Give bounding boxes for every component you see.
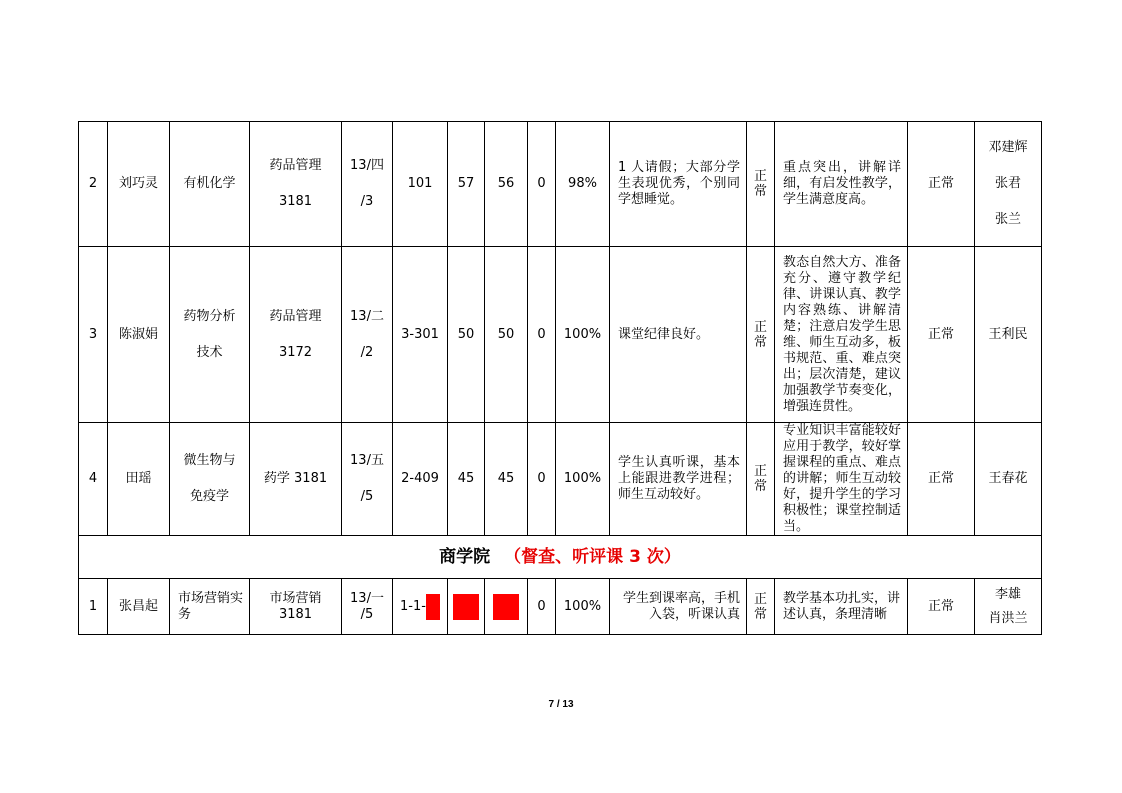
evaluator-name: 张君 xyxy=(994,176,1021,191)
student-status xyxy=(610,579,747,635)
week-line: 13/五 xyxy=(350,453,384,468)
absent-count-text: 0 xyxy=(537,471,546,486)
class-name xyxy=(250,579,342,635)
teacher-status-text: 正常 xyxy=(753,319,767,350)
teacher-name-text: 陈淑娟 xyxy=(118,326,158,342)
evaluator-name: 肖洪兰 xyxy=(988,610,1028,626)
student-status xyxy=(610,122,747,247)
row-number-text: 4 xyxy=(88,471,98,486)
student-status-text: 学生认真听课，基本上能跟进教学进程；师生互动较好。 xyxy=(618,455,740,502)
row-number xyxy=(79,247,108,423)
actual-count-text: 45 xyxy=(497,471,515,486)
teaching-status-text: 正常 xyxy=(927,598,954,614)
evaluation-text: 重点突出，讲解详细，有启发性教学，学生满意度高。 xyxy=(783,160,901,207)
absent-count xyxy=(528,247,556,423)
attendance-rate xyxy=(556,247,610,423)
course-line: 药物分析 xyxy=(183,308,236,324)
class-line: 3172 xyxy=(278,344,313,360)
week-line: /5 xyxy=(360,606,374,622)
section-name: 商学院 xyxy=(439,547,491,567)
teacher-status-text: 正常 xyxy=(753,464,767,494)
teacher-name-text: 田瑶 xyxy=(125,471,152,486)
week-line: /2 xyxy=(360,344,374,360)
evaluator-name: 李雄 xyxy=(994,586,1021,602)
evaluator-name: 张兰 xyxy=(994,212,1021,227)
attendance-rate xyxy=(556,122,610,247)
teaching-status-text: 正常 xyxy=(927,176,954,191)
section-note: （督查、听评课 3 次） xyxy=(504,547,681,567)
table-row xyxy=(79,247,1042,423)
classroom-text: 101 xyxy=(407,176,433,191)
section-header-row xyxy=(79,536,1042,579)
inspection-table xyxy=(78,121,1042,635)
week-line: 13/二 xyxy=(350,308,384,324)
table-row xyxy=(79,122,1042,247)
teacher-name-text: 刘巧灵 xyxy=(118,176,158,191)
teacher-status xyxy=(747,423,775,536)
evaluators xyxy=(975,247,1042,423)
page-number: 7 / 13 xyxy=(548,699,574,710)
course-line: 免疫学 xyxy=(189,489,229,504)
teacher-status xyxy=(747,247,775,423)
row-number-text: 2 xyxy=(88,176,98,191)
row-number xyxy=(79,579,108,635)
classroom-text: 2-409 xyxy=(401,471,439,486)
actual-count xyxy=(485,122,528,247)
course-name xyxy=(170,247,250,423)
student-status-text: 课堂纪律良好。 xyxy=(618,326,710,342)
teaching-status xyxy=(908,579,975,635)
redaction-block xyxy=(493,594,519,620)
class-line: 市场营销 xyxy=(269,590,322,606)
section-header xyxy=(79,536,1042,579)
teacher-status xyxy=(747,122,775,247)
evaluator-name: 王春花 xyxy=(988,471,1028,486)
redaction-block xyxy=(426,594,440,620)
class-name xyxy=(250,122,342,247)
absent-count xyxy=(528,423,556,536)
teacher-name xyxy=(108,247,170,423)
evaluators xyxy=(975,122,1042,247)
expected-count xyxy=(448,579,485,635)
teaching-status xyxy=(908,423,975,536)
attendance-rate xyxy=(556,423,610,536)
classroom xyxy=(393,247,448,423)
expected-count-text: 45 xyxy=(457,471,475,486)
course-text: 市场营销实务 xyxy=(178,590,244,622)
actual-count xyxy=(485,423,528,536)
teaching-status-text: 正常 xyxy=(927,326,954,342)
course-name xyxy=(170,579,250,635)
student-status xyxy=(610,423,747,536)
evaluator-name: 王利民 xyxy=(988,326,1028,342)
row-number-text: 3 xyxy=(88,326,98,342)
absent-count xyxy=(528,122,556,247)
course-name xyxy=(170,122,250,247)
evaluation xyxy=(775,122,908,247)
attendance-rate-text: 98% xyxy=(568,176,597,191)
classroom-text: 3-301 xyxy=(401,326,439,342)
teacher-name xyxy=(108,423,170,536)
absent-count xyxy=(528,579,556,635)
week-period xyxy=(342,579,393,635)
row-number-text: 1 xyxy=(88,598,98,614)
teaching-status xyxy=(908,247,975,423)
week-line: 13/四 xyxy=(350,158,384,173)
class-name xyxy=(250,247,342,423)
week-period xyxy=(342,247,393,423)
expected-count-text: 50 xyxy=(457,326,475,342)
class-line: 3181 xyxy=(278,606,313,622)
student-status-text: 1 人请假；大部分学生表现优秀，个别同学想睡觉。 xyxy=(618,160,740,207)
evaluator-name: 邓建辉 xyxy=(988,140,1028,155)
student-status xyxy=(610,247,747,423)
expected-count xyxy=(448,122,485,247)
class-line: 药品管理 xyxy=(269,308,322,324)
teacher-status-text: 正常 xyxy=(753,591,767,622)
teaching-status xyxy=(908,122,975,247)
evaluation-text: 专业知识丰富能较好应用于教学，较好掌握课程的重点、难点的讲解；师生互动较好，提升学生的学习积极性；课堂控制适当。 xyxy=(783,423,901,534)
student-status-text: 学生到课率高，手机入袋，听课认真 xyxy=(622,590,740,622)
actual-count xyxy=(485,579,528,635)
table-row xyxy=(79,579,1042,635)
expected-count xyxy=(448,423,485,536)
week-period xyxy=(342,122,393,247)
course-name xyxy=(170,423,250,536)
attendance-rate-text: 100% xyxy=(563,326,602,342)
week-line: /3 xyxy=(360,194,374,209)
absent-count-text: 0 xyxy=(537,598,546,614)
actual-count xyxy=(485,247,528,423)
redaction-block xyxy=(453,594,479,620)
absent-count-text: 0 xyxy=(537,176,546,191)
course-line: 有机化学 xyxy=(183,176,236,191)
row-number xyxy=(79,423,108,536)
attendance-rate-text: 100% xyxy=(563,598,602,614)
evaluation xyxy=(775,247,908,423)
absent-count-text: 0 xyxy=(537,326,546,342)
evaluators xyxy=(975,579,1042,635)
expected-count-text: 57 xyxy=(457,176,475,191)
teacher-name-text: 张昌起 xyxy=(118,598,158,614)
actual-count-text: 56 xyxy=(497,176,515,191)
evaluators xyxy=(975,423,1042,536)
evaluation xyxy=(775,579,908,635)
classroom xyxy=(393,122,448,247)
row-number xyxy=(79,122,108,247)
evaluation-text: 教态自然大方、准备充分、遵守教学纪律、讲课认真、教学内容熟练、讲解清楚；注意启发学生思维、师生互动多，板书规范、重、难点突出；层次清楚，建议加强教学节奏变化，增强连贯性。 xyxy=(783,254,901,414)
class-name xyxy=(250,423,342,536)
classroom xyxy=(393,423,448,536)
teacher-status-text: 正常 xyxy=(753,169,767,199)
teacher-name xyxy=(108,579,170,635)
week-line: /5 xyxy=(360,489,374,504)
class-line: 3181 xyxy=(278,194,313,209)
week-period xyxy=(342,423,393,536)
table-row xyxy=(79,423,1042,536)
actual-count-text: 50 xyxy=(497,326,515,342)
evaluation-text: 教学基本功扎实，讲述认真，条理清晰 xyxy=(783,590,901,622)
course-line: 微生物与 xyxy=(183,453,236,468)
evaluation xyxy=(775,423,908,536)
attendance-rate xyxy=(556,579,610,635)
teacher-status xyxy=(747,579,775,635)
week-line: 13/一 xyxy=(350,590,384,606)
course-line: 技术 xyxy=(196,344,223,360)
class-line: 药品管理 xyxy=(269,158,322,173)
classroom xyxy=(393,579,448,635)
class-line: 药学 3181 xyxy=(263,471,328,486)
expected-count xyxy=(448,247,485,423)
teacher-name xyxy=(108,122,170,247)
classroom-text: 1-1- xyxy=(400,598,426,614)
attendance-rate-text: 100% xyxy=(563,471,602,486)
teaching-status-text: 正常 xyxy=(927,471,954,486)
